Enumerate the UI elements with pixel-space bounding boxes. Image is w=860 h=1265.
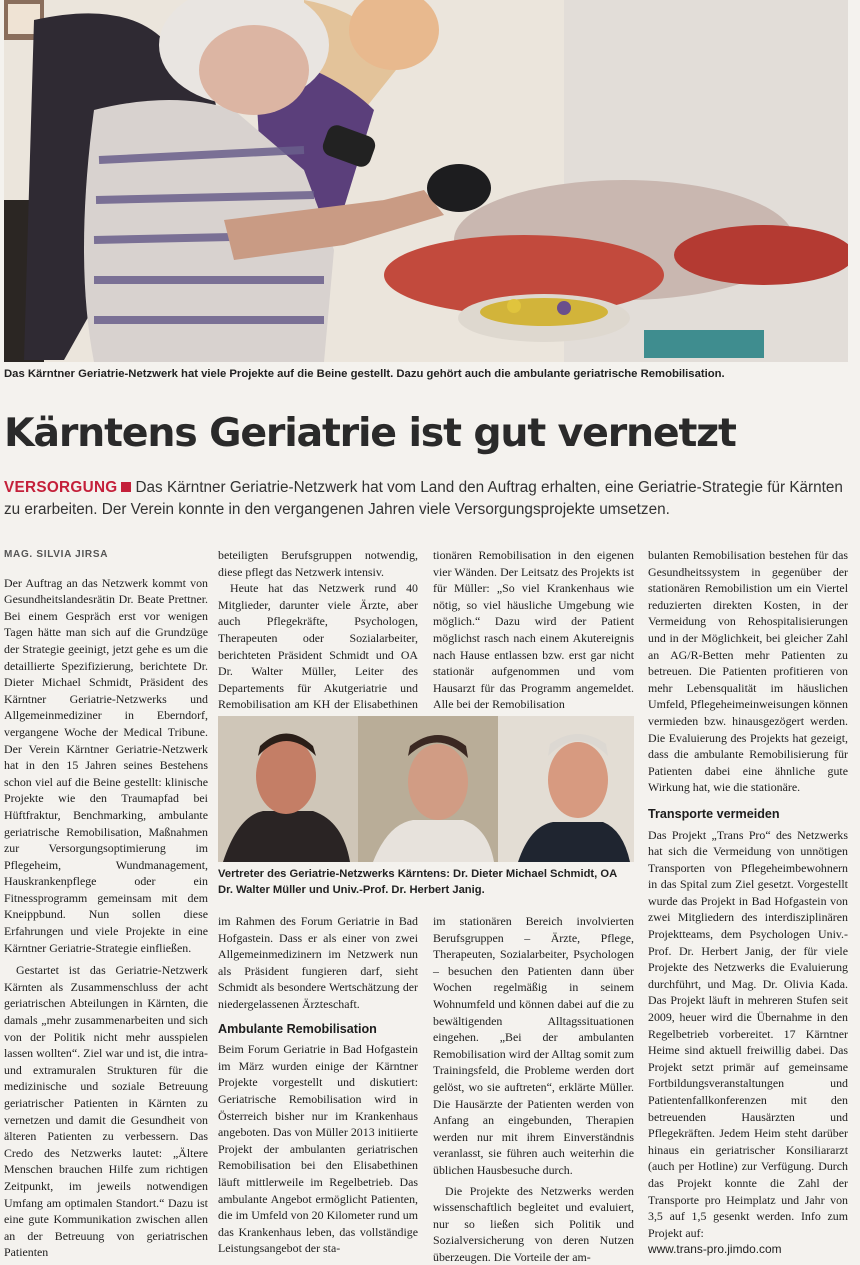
- column-3-bottom: [433, 913, 634, 1265]
- paragraph: Gestartet ist das Geriatrie-Netzwerk Kärnten als Zusammenschluss der acht geriatrischen Abteilungen in Kärnten, die damals „mehr zusammenarbeiten und sich von der Politik nicht mehr ausspielen lassen wollten“. Ziel war und ist, die intra- und extramuralen Strukturen für die medizinische und soziale Betreuung geriatrischer Patienten in Kärnten zu vernetzen und damit die Gesundheit von älteren Patienten zu verbessern. Das Credo des Netzwerks lautet: „Ältere Menschen brauchen Hilfe zum richtigen Zeitpunkt, im jeweils notwendigen Umfang am optimalen Standort.“ Dazu ist eine gute Kommunikation zwischen allen an der Betreuung von geriatrischen Patienten: [4, 962, 208, 1261]
- paragraph: beteiligten Berufsgruppen notwendig, diese pflegt das Netzwerk intensiv.: [218, 547, 418, 580]
- column-2-top: [218, 547, 418, 730]
- paragraph: Der Auftrag an das Netzwerk kommt von Gesundheitslandesrätin Dr. Beate Prettner. Bei einem Gespräch erst vor wenigen Tagen hätte man sich auf die Grundzüge der Strategie geeinigt, jetzt gehe es um die detaillierte Spezifizierung, berichtete Dr. Dieter Michael Schmidt, Präsident des Kärntner Geriatrie-Netzwerks und Allgemeinmediziner in Eberndorf, vergangene Woche der Medical Tribune. Der Verein Kärntner Geriatrie-Netzwerk hat in den 15 Jahren seines Bestehens schon viel auf die Beine gestellt: klinische Projekte wie den Traumapfad bei Hüftfraktur, Benchmarking, ambulante geriatrische Remobilisation, Maßnahmen zur Versorgungsoptimierung im Pflegeheim, Wundmanagement, Hauskrankenpflege oder ein Fitnessprogramm gemeinsam mit dem Kneippbund. Nun sollen diese Erfahrungen und viele Projekte in eine Kärntner Geriatrie-Strategie einfließen.: [4, 575, 208, 957]
- paragraph: bulanten Remobilisation bestehen für das Gesundheitssystem in gegenüber der stationären Remobilistion um ein Viertel reduzierten direkten Kosten, in der Vermeidung von Rehospitalisierungen und in der Möglichkeit, bei gleicher Zahl an AG/R-Betten mehr Patienten zu betreuen. Die Patienten profitieren von mehr Lebensqualität im häuslichen Umfeld, Pflegeheimeinweisungen können vermieden bzw. hinausgezögert werden. Die Evaluierung des Projekts hat gezeigt, dass die ambulante Remobilisierung für Patienten dabei eine ähnliche gute Wirkung hat, wie die stationäre.: [648, 547, 848, 796]
- column-4: [648, 547, 848, 1258]
- paragraph: im stationären Bereich involvierten Berufsgruppen – Ärzte, Pflege, Therapeuten, Sozialarbeiter, Psychologen – besuchen den Patienten dann über Wochen regelmäßig in seinem Wohnumfeld und können dabei auf die zu bewältigenden Alltagssituationen eingehen. „Bei der ambulanten Remobilisation wird der Alltag somit zum Trainingsfeld, die Probleme werden dort gelöst, wo sie auftreten“, erklärte Müller. Die Hausärzte der Patienten werden von Anfang an eingebunden, Therapien werden nur mit ihrem Einverständnis veranlasst, sie führen auch weiterhin die üblichen Hausbesuche durch.: [433, 913, 634, 1179]
- inset-photo: [218, 716, 634, 862]
- paragraph: Heute hat das Netzwerk rund 40 Mitglieder, darunter viele Ärzte, aber auch Pflegekräfte, Psychologen, Therapeuten oder Sozialarbeiter, berichteten Präsident Schmidt und OA Dr. Walter Müller, Leiter des Departements für Akutgeriatrie und Remobilisation am KH der Elisabethinen: [218, 580, 418, 729]
- subhead-transporte-vermeiden: Transporte vermeiden: [648, 806, 848, 823]
- hero-caption: Das Kärntner Geriatrie-Netzwerk hat viele Projekte auf die Beine gestellt. Dazu gehört auch die ambulante geriatrische Remobilisation.: [4, 368, 848, 380]
- portraits-illustration: [218, 716, 634, 862]
- paragraph: im Rahmen des Forum Geriatrie in Bad Hofgastein. Dass er als einer von zwei Allgemeinmedizinern im Netzwerk nun als Präsident fungieren darf, sieht Schmidt als besondere Wertschätzung der niedergelassenen Ärzteschaft.: [218, 913, 418, 1013]
- paragraph: Die Projekte des Netzwerks werden wissenschaftlich begleitet und evaluiert, nur so ließen sich Politik und Sozialversicherung von deren Nutzen überzeugen. Die Vorteile der am-: [433, 1183, 634, 1265]
- hero-photo: [4, 0, 848, 362]
- subhead-ambulante-remobilisation: Ambulante Remobilisation: [218, 1021, 418, 1038]
- paragraph: Das Projekt „Trans Pro“ des Netzwerks hat sich die Vermeidung von unnötigen Transporten von Pflegeheimbewohnern in das Spital zum Ziel gesetzt. Vorgestellt wurde das Projekt in Bad Hofgastein von zwei Mitgliedern des interdisziplinären Projektteams, dem Psychologen Univ.-Prof. Dr. Herbert Janig, der für viele Projekte des Netzwerks die Evaluierung durchführt, und Mag. Dr. Olivia Kada. Das Projekt läuft in mehreren Stufen seit 2009, heuer wird die Übernahme in den Regelbetrieb vorbereitet. 17 Kärntner Heime sind aktuell freiwillig dabei. Das Projekt setzt primär auf gemeinsame Fortbildungsveranstaltungen und Patientenfallkonferenzen mit den betreuenden Hausärzten und Pflegekräften. Jedem Heim steht darüber hinaus ein geriatrischer Konsiliararzt (auch per Hotline) zur Verfügung. Durch das Projekt konnte die Zahl der Transporte pro Heimplatz und Jahr von 3,5 auf 1,5 gesenkt werden. Info zum Projekt auf:: [648, 827, 848, 1242]
- page-title: Kärntens Geriatrie ist gut vernetzt: [4, 410, 848, 456]
- inset-caption: Vertreter des Geriatrie-Netzwerks Kärntens: Dr. Dieter Michael Schmidt, OA Dr. Walter Müller und Univ.-Prof. Dr. Herbert Janig.: [218, 866, 634, 898]
- column-2-bottom: [218, 913, 418, 1257]
- kicker: VERSORGUNG: [4, 479, 118, 496]
- square-bullet-icon: [121, 482, 131, 492]
- author-byline: MAG. SILVIA JIRSA: [4, 547, 208, 564]
- lede: [4, 477, 849, 521]
- paragraph: tionären Remobilisation in den eigenen vier Wänden. Der Leitsatz des Projekts ist für Müller: „So viel Krankenhaus wie nötig, so viel häusliche Umgebung wie möglich.“ Dazu wird der Patient möglichst rasch nach einem Akuterеignis nach Hause entlassen bzw. erst gar nicht stationär aufgenommen und vom Hausarzt für das Programm angemeldet. Alle bei der Remobilisation: [433, 547, 634, 713]
- hero-photo-illustration: [4, 0, 848, 362]
- column-3-top: [433, 547, 634, 713]
- lede-text: Das Kärntner Geriatrie-Netzwerk hat vom Land den Auftrag erhalten, eine Geriatrie-Strategie für Kärnten zu erarbeiten. Der Verein konnte in den vergangenen Jahren viele Versorgungsprojekte umsetzen.: [4, 479, 843, 518]
- paragraph: Beim Forum Geriatrie in Bad Hofgastein im März wurden einige der Kärntner Projekte vorgestellt und diskutiert: Geriatrische Remobilisation wird in Österreich bisher nur im Krankenhaus angeboten. Das von Müller 2013 initiierte Projekt der ambulanten geriatrischen Remobilisation bei den Elisabethinen läuft mittlerweile im Regelbetrieb. Das ambulante Angebot ermöglicht Patienten, die im Umfeld von 20 Kilometer rund um das Krankenhaus leben, das vollständige Leistungsangebot der sta-: [218, 1041, 418, 1257]
- project-url-link[interactable]: www.trans-pro.jimdo.com: [648, 1241, 848, 1258]
- column-1: [4, 547, 208, 1261]
